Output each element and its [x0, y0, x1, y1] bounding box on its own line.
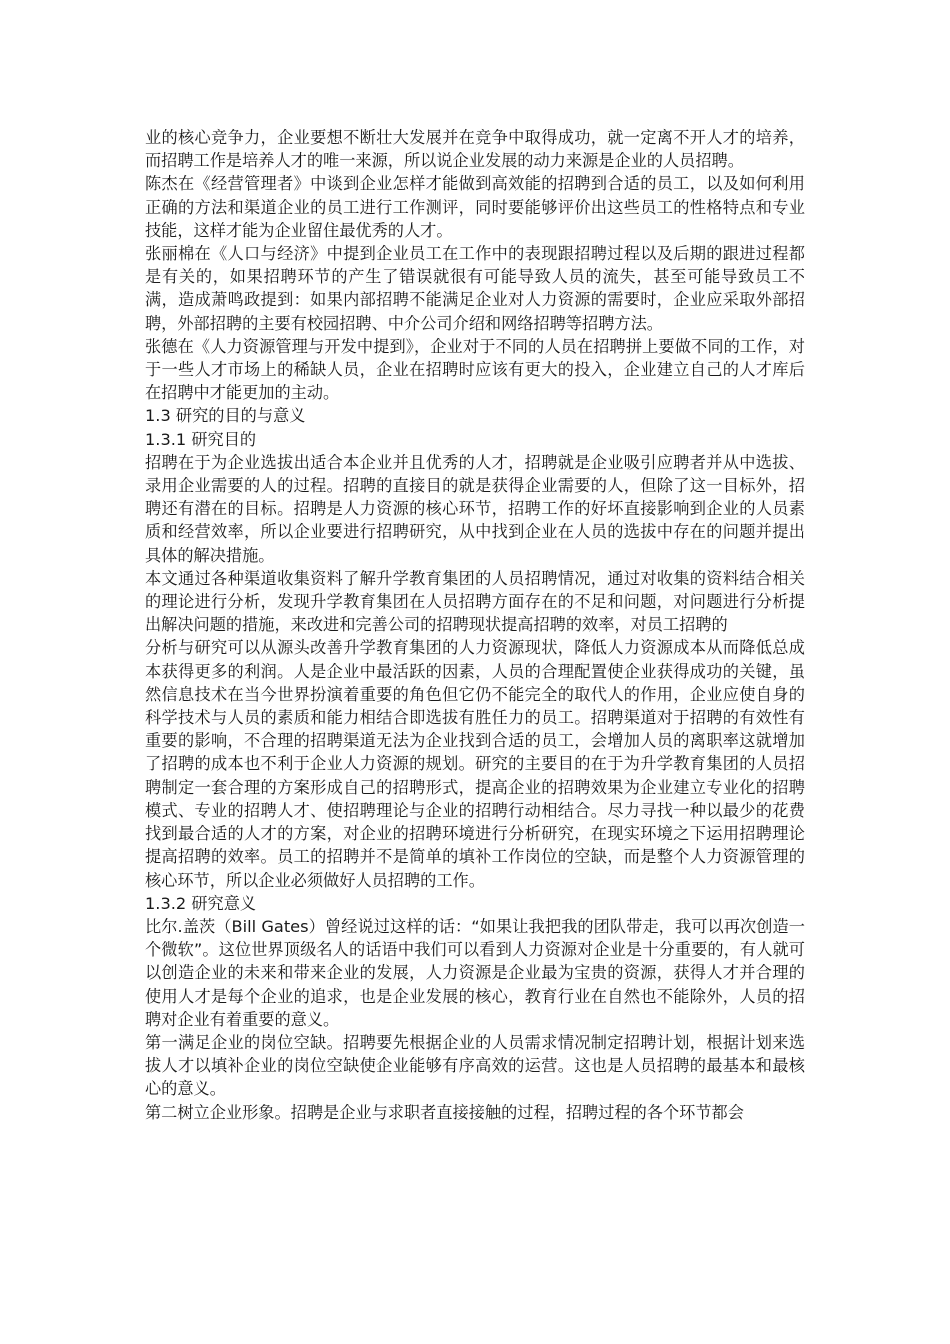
paragraph-chen-jie: 陈杰在《经营管理者》中谈到企业怎样才能做到高效能的招聘到合适的员工，以及如何利用正确的方法和渠道企业的员工进行工作测评，同时要能够评价出这些员工的性格特点和专业技能，这样才能为企业留住最优秀的人才。: [145, 174, 805, 240]
paragraph-first-meaning: 第一满足企业的岗位空缺。招聘要先根据企业的人员需求情况制定招聘计划，根据计划来选拔人才以填补企业的岗位空缺使企业能够有序高效的运营。这也是人员招聘的最基本和最核心的意义。: [145, 1032, 805, 1099]
section-heading-1-3-1: 1.3.1 研究目的: [145, 429, 257, 449]
paragraph-recruitment-purpose: 招聘在于为企业选拔出适合本企业并且优秀的人才，招聘就是企业吸引应聘者并从中选拔、录用企业需要的人的过程。招聘的直接目的就是获得企业需要的人，但除了这一目标外，招聘还有潜在的目标。招聘是人力资源的核心环节，招聘工作的好坏直接影响到企业的人员素质和经营效率，所以企业要进行招聘研究，从中找到企业在人员的选拔中存在的问题并提出具体的解决措施。: [145, 452, 805, 565]
section-heading-1-3: 1.3 研究的目的与意义: [145, 406, 306, 426]
paragraph-research-analysis: 分析与研究可以从源头改善升学教育集团的人力资源现状，降低人力资源成本从而降低总成本获得更多的利润。人是企业中最活跃的因素，人员的合理配置使企业获得成功的关键，虽然信息技术在当今世界扮演着重要的角色但它仍不能完全的取代人的作用，企业应使自身的科学技术与人员的素质和能力相结合即选拔有胜任力的员工。招聘渠道对于招聘的有效性有重要的影响，不合理的招聘渠道无法为企业找到合适的员工，会增加人员的离职率这就增加了招聘的成本也不利于企业人力资源的规划。研究的主要目的在于为升学教育集团的人员招聘制定一套合理的方案形成自己的招聘形式，提高企业的招聘效果为企业建立专业化的招聘模式、专业的招聘人才、使招聘理论与企业的招聘行动相结合。尽力寻找一种以最少的花费找到最合适的人才的方案，对企业的招聘环境进行分析研究，在现实环境之下运用招聘理论提高招聘的效率。员工的招聘并不是简单的填补工作岗位的空缺，而是整个人力资源管理的核心环节，所以企业必须做好人员招聘的工作。: [145, 638, 805, 890]
paragraph-bill-gates: 比尔.盖茨（Bill Gates）曾经说过这样的话：“如果让我把我的团队带走，我可以再次创造一个微软”。这位世界顶级名人的话语中我们可以看到人力资源对企业是十分重要的，有人就可以创造企业的未来和带来企业的发展，人力资源是企业最为宝贵的资源，获得人才并合理的使用人才是每个企业的追求，也是企业发展的核心，教育行业在自然也不能除外，人员的招聘对企业有着重要的意义。: [145, 916, 805, 1029]
document-body: [145, 126, 805, 1124]
paragraph-zhang-de: 张德在《人力资源管理与开发中提到》，企业对于不同的人员在招聘拼上要做不同的工作，对于一些人才市场上的稀缺人员，企业在招聘时应该有更大的投入，企业建立自己的人才库后在招聘中才能更加的主动。: [145, 336, 805, 403]
paragraph-second-meaning: 第二树立企业形象。招聘是企业与求职者直接接触的过程，招聘过程的各个环节都会: [145, 1102, 744, 1122]
paragraph-research-method: 本文通过各种渠道收集资料了解升学教育集团的人员招聘情况，通过对收集的资料结合相关的理论进行分析，发现升学教育集团在人员招聘方面存在的不足和问题，对问题进行分析提出解决问题的措施，来改进和完善公司的招聘现状提高招聘的效率，对员工招聘的: [145, 568, 805, 635]
paragraph-talent-cultivation: 业的核心竞争力，企业要想不断壮大发展并在竞争中取得成功，就一定离不开人才的培养，而招聘工作是培养人才的唯一来源，所以说企业发展的动力来源是企业的人员招聘。: [145, 128, 805, 171]
section-heading-1-3-2: 1.3.2 研究意义: [145, 893, 257, 913]
paragraph-zhang-limian: 张丽棉在《人口与经济》中提到企业员工在工作中的表现跟招聘过程以及后期的跟进过程都是有关的，如果招聘环节的产生了错误就很有可能导致人员的流失，甚至可能导致员工不满，造成萧鸣政提到：如果内部招聘不能满足企业对人力资源的需要时，企业应采取外部招聘，外部招聘的主要有校园招聘、中介公司介绍和网络招聘等招聘方法。: [145, 244, 805, 333]
